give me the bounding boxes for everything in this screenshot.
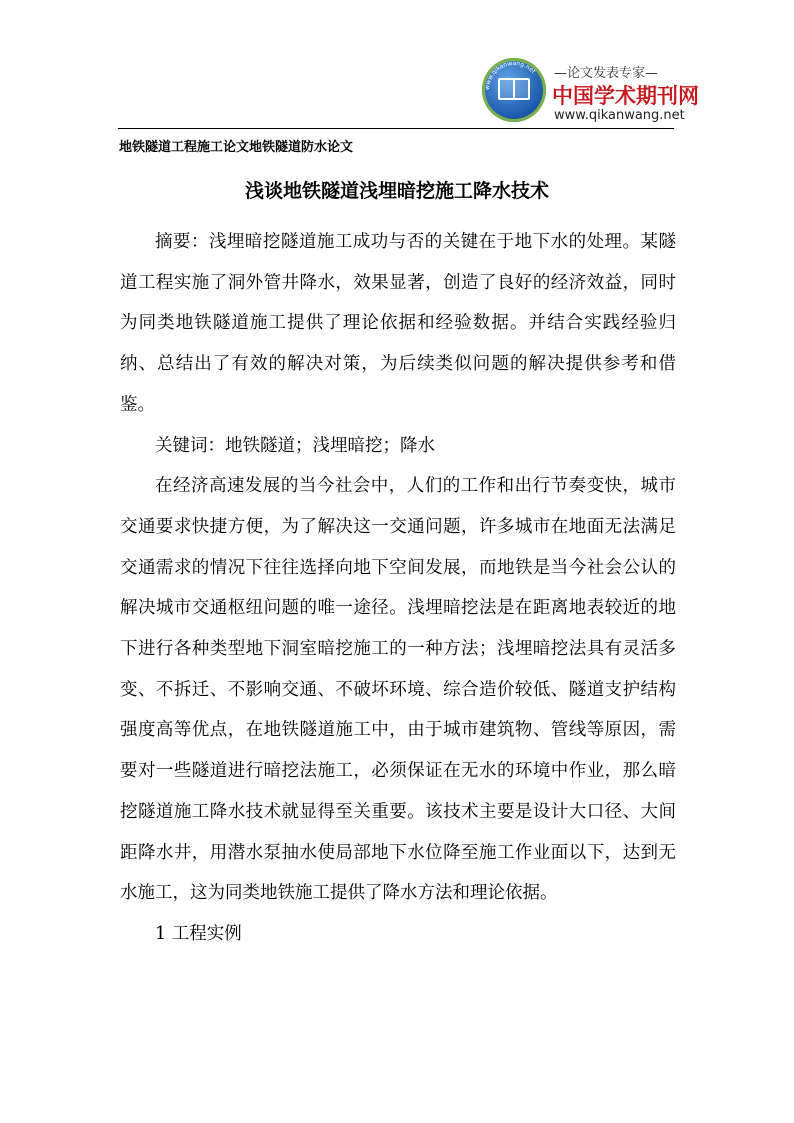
- keywords-paragraph: 关键词：地铁隧道；浅埋暗挖；降水: [155, 435, 435, 456]
- section-heading: 1 工程实例: [155, 923, 242, 944]
- intro-paragraph: 在经济高速发展的当今社会中，人们的工作和出行节奏变快，城市交通要求快捷方便，为了解决这一交通问题，许多城市在地面无法满足交通需求的情况下往往选择向地下空间发展，而地铁是当今社会公认的解决城市交通枢纽问题的唯一途径。浅埋暗挖法是在距离地表较近的地下进行各种类型地下洞室暗挖施工的一种方法；浅埋暗挖法具有灵活多变、不拆迁、不影响交通、不破坏环境、综合造价较低、隧道支护结构强度高等优点，在地铁隧道施工中，由于城市建筑物、管线等原因，需要对一些隧道进行暗挖法施工，必须保证在无水的环境中作业，那么暗挖隧道施工降水技术就显得至关重要。该技术主要是设计大口径、大间距降水井，用潜水泵抽水使局部地下水位降至施工作业面以下，达到无水施工，这为同类地铁施工提供了降水方法和理论依据。: [120, 476, 676, 904]
- logo-tagline: —论文发表专家—: [554, 66, 659, 81]
- article-body: [120, 222, 676, 955]
- logo-name: 中国学术期刊网: [552, 84, 699, 108]
- article-title: 浅谈地铁隧道浅埋暗挖施工降水技术: [244, 180, 549, 202]
- journal-logo: [482, 56, 699, 130]
- svg-text:www.qikanwang.net: www.qikanwang.net: [483, 59, 537, 91]
- book-icon: [498, 78, 530, 100]
- header-divider: [118, 128, 674, 129]
- running-title: 地铁隧道工程施工论文地铁隧道防水论文: [119, 140, 354, 155]
- logo-url: www.qikanwang.net: [554, 108, 685, 123]
- abstract-paragraph: 摘要：浅埋暗挖隧道施工成功与否的关键在于地下水的处理。某隧道工程实施了洞外管井降水，效果显著，创造了良好的经济效益，同时为同类地铁隧道施工提供了理论依据和经验数据。并结合实践经验归纳、总结出了有效的解决对策，为后续类似问题的解决提供参考和借鉴。: [120, 232, 676, 415]
